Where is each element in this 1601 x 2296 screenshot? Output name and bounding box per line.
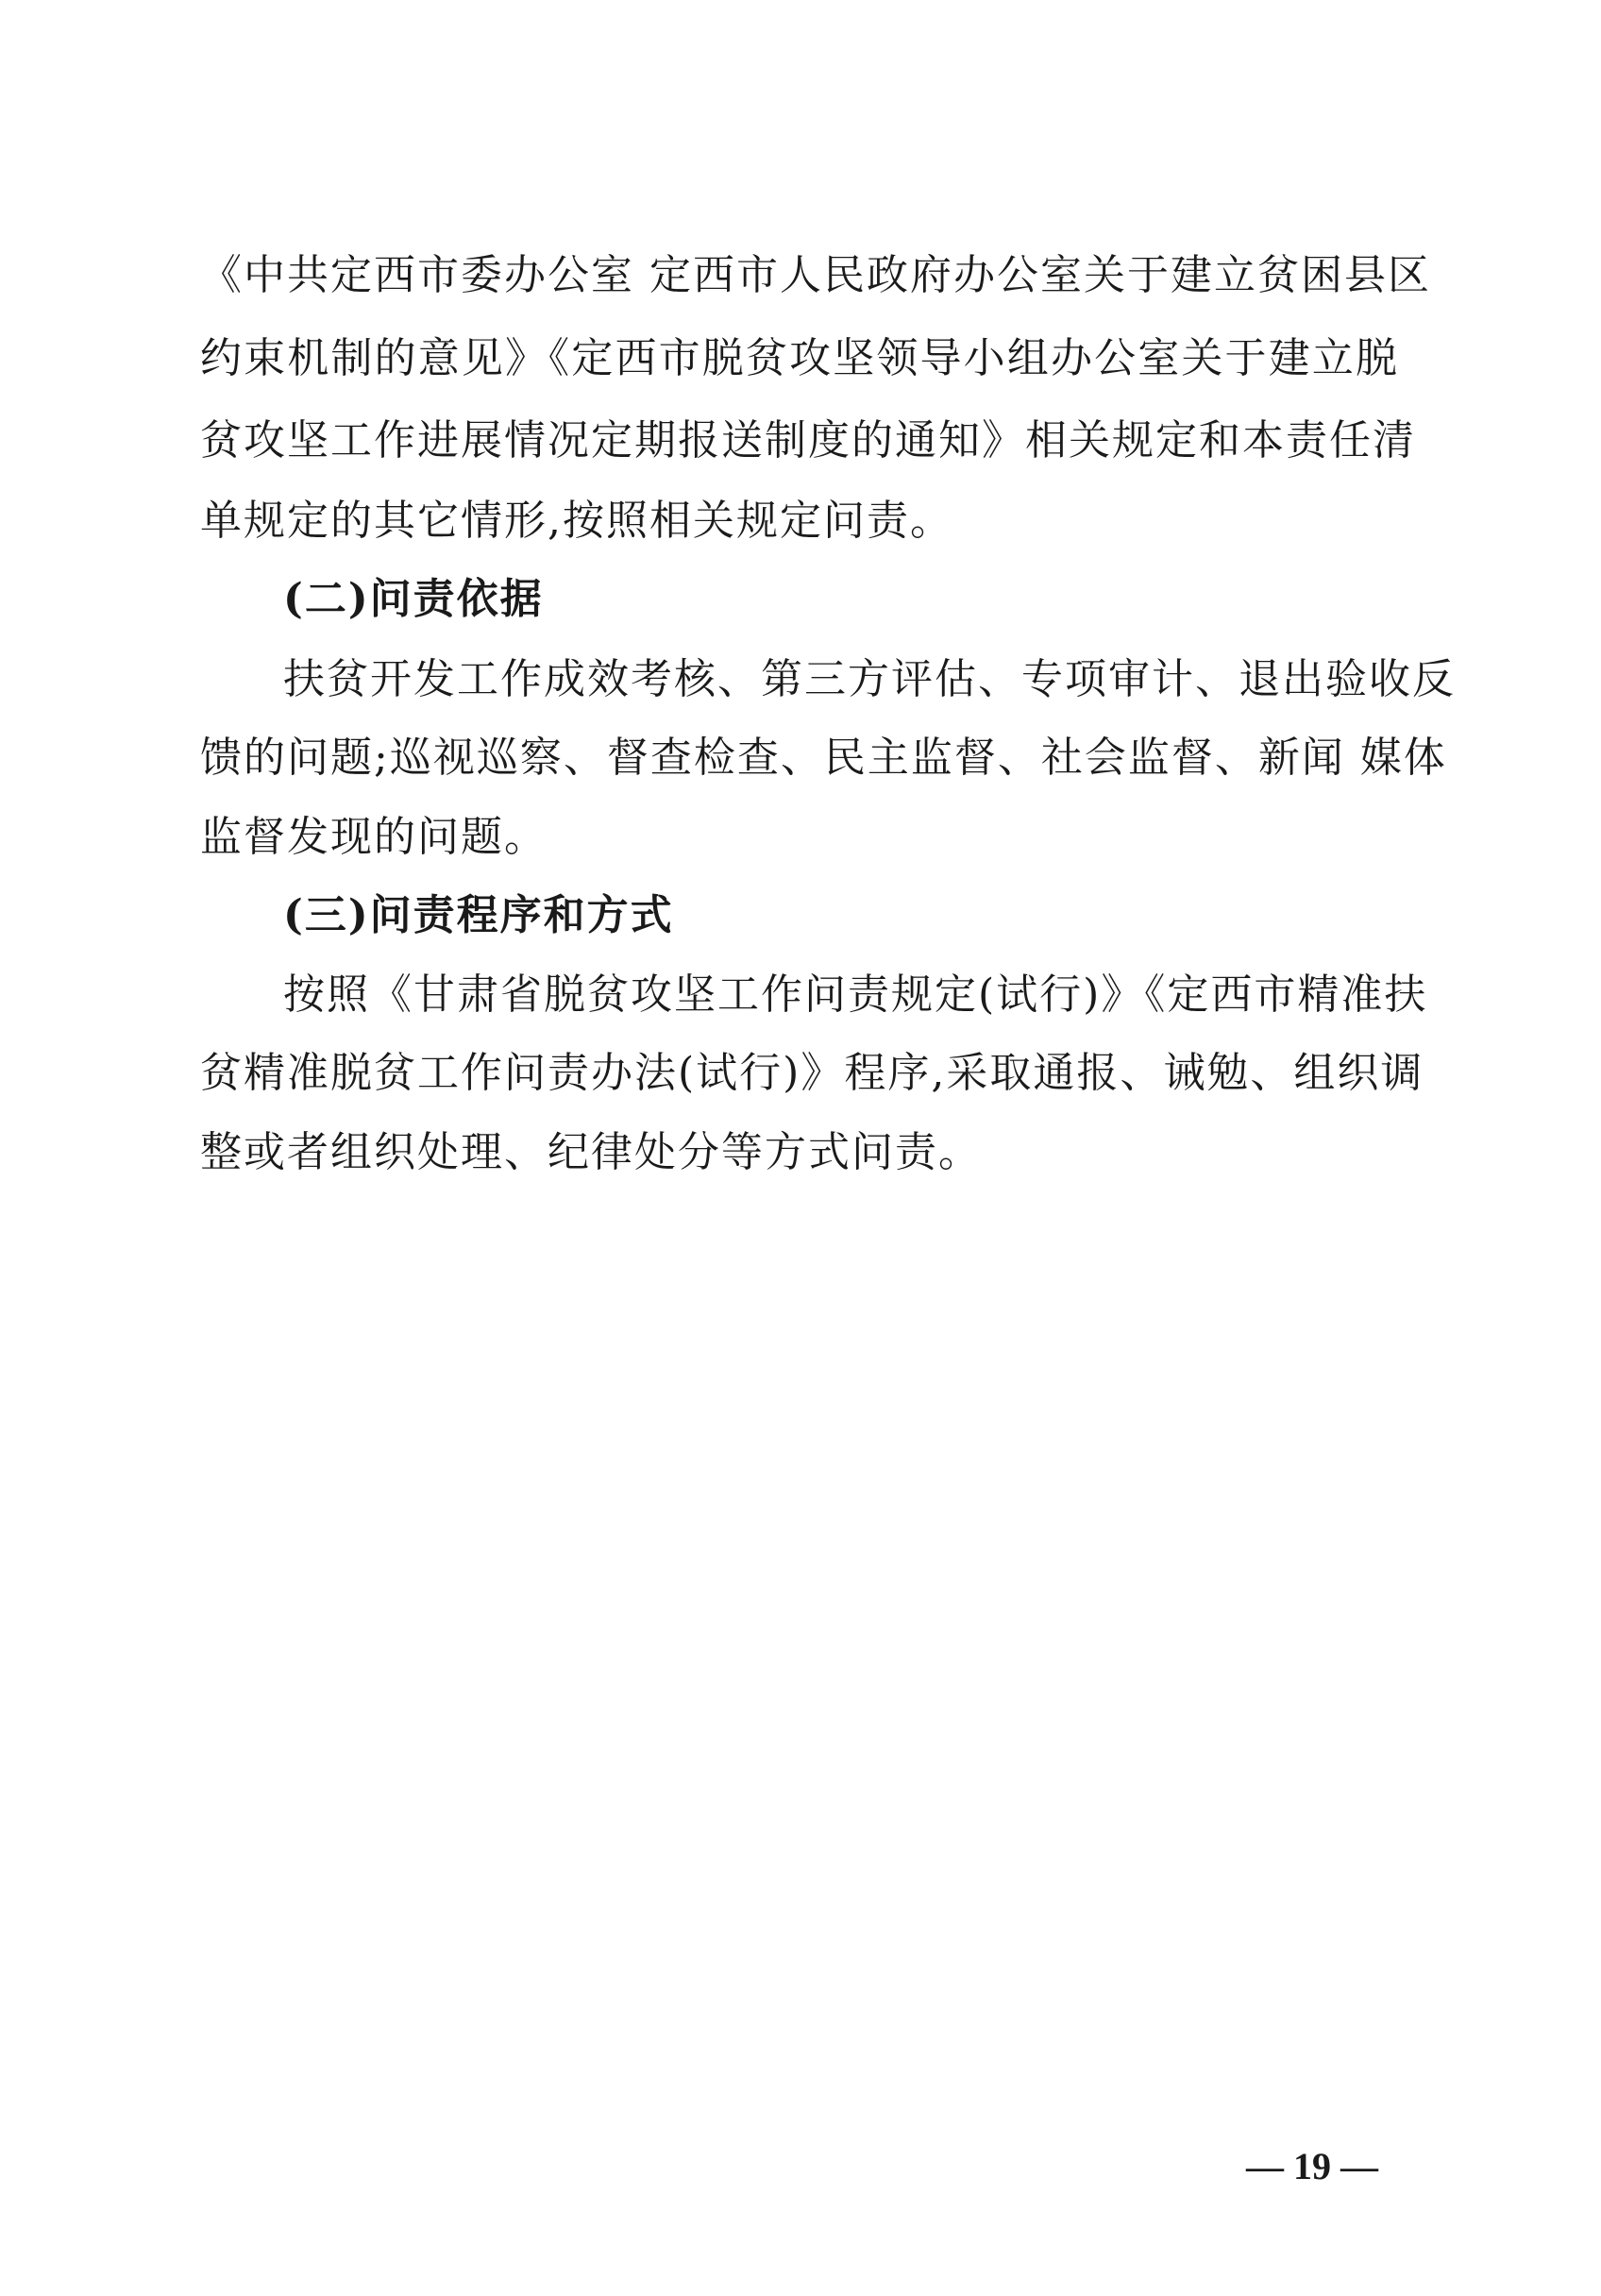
paragraph-line: 按照《甘肃省脱贫攻坚工作问责规定(试行)》《定西市精准扶 [283, 971, 1428, 1019]
section-heading: (三)问责程序和方式 [283, 891, 674, 939]
section-heading: (二)问责依据 [283, 575, 544, 623]
paragraph-line: 馈的问题;巡视巡察、督查检查、民主监督、社会监督、新闻 媒体 [200, 734, 1447, 782]
paragraph-line: 扶贫开发工作成效考核、第三方评估、专项审计、退出验收反 [283, 655, 1456, 703]
paragraph-line: 单规定的其它情形,按照相关规定问责。 [200, 497, 953, 545]
paragraph-line: 约束机制的意见》《定西市脱贫攻坚领导小组办公室关于建立脱 [200, 334, 1399, 382]
page-number: — 19 — [1246, 2145, 1378, 2187]
paragraph-line: 贫攻坚工作进展情况定期报送制度的通知》相关规定和本责任清 [200, 416, 1416, 464]
paragraph-line: 《中共定西市委办公室 定西市人民政府办公室关于建立贫困县区 [200, 251, 1431, 299]
paragraph-line: 贫精准脱贫工作问责办法(试行)》程序,采取通报、诫勉、组织调 [200, 1049, 1424, 1097]
paragraph-line: 整或者组织处理、纪律处分等方式问责。 [200, 1128, 982, 1176]
paragraph-line: 监督发现的问题。 [200, 813, 548, 861]
